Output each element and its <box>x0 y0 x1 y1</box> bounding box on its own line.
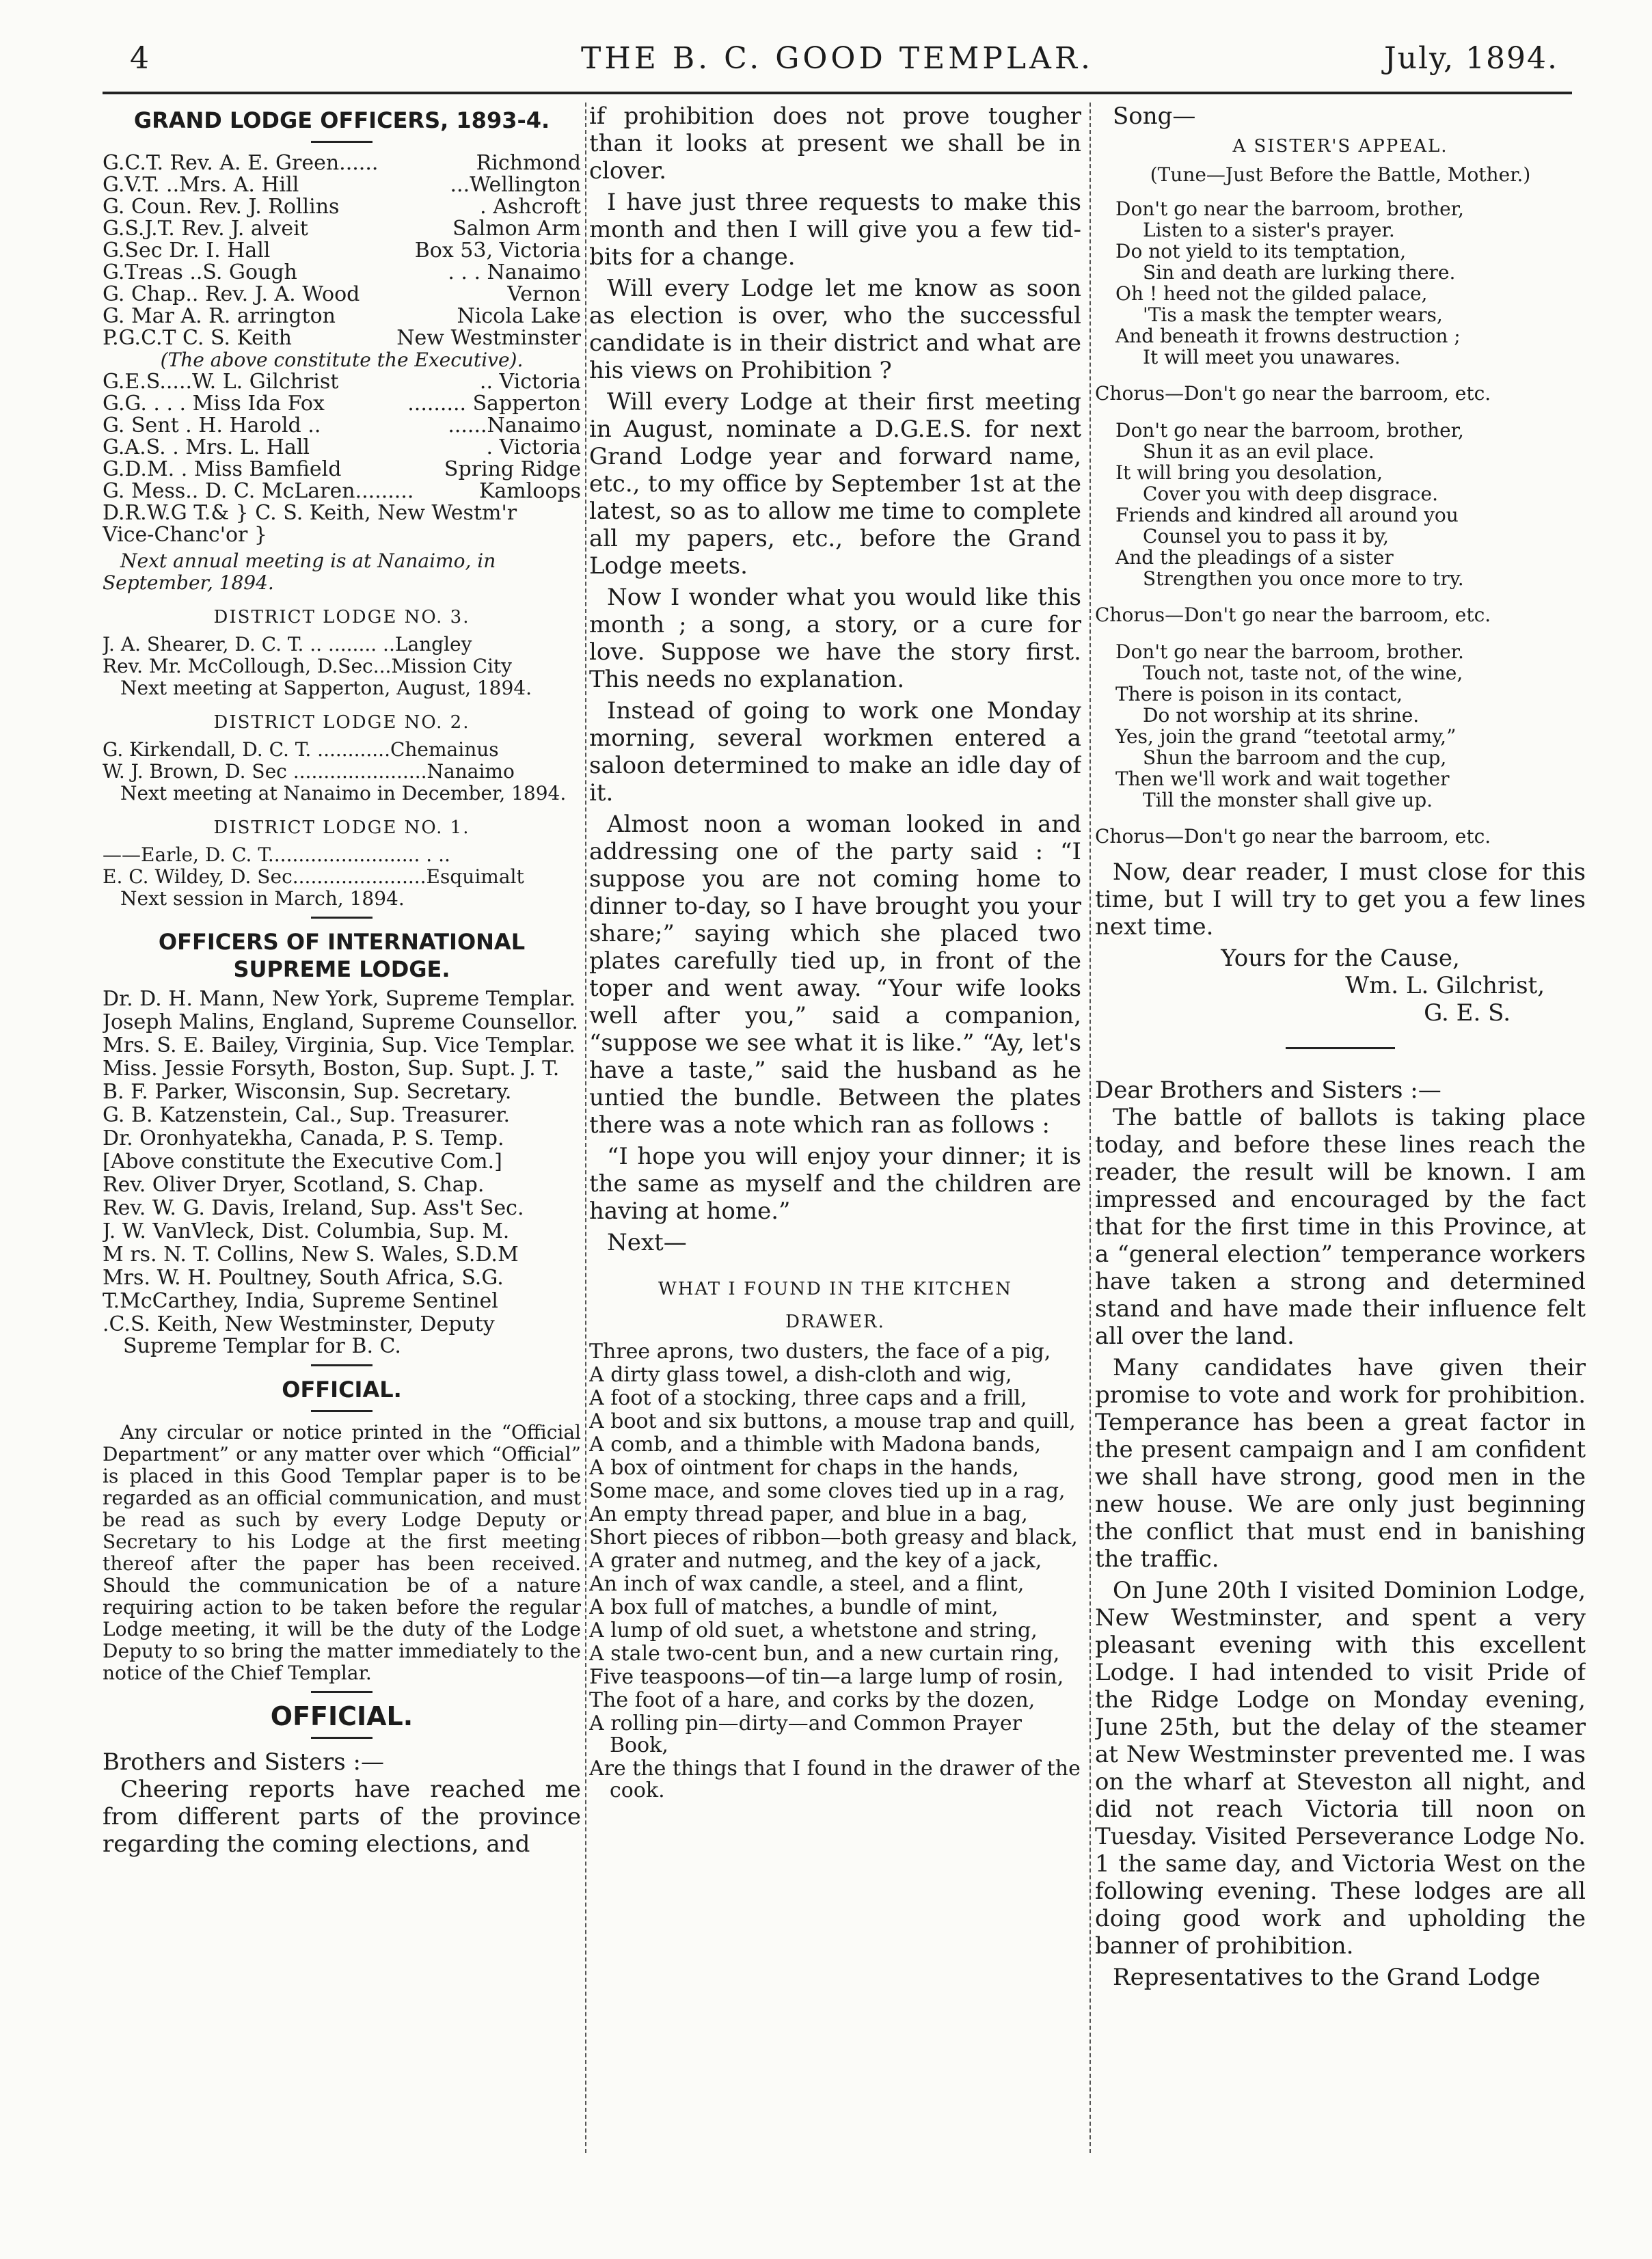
paragraph: Instead of going to work one Monday morning, several workmen entered a saloon determined to make an idle day of it. <box>589 697 1081 807</box>
song-line: Till the monster shall give up. <box>1143 789 1433 811</box>
officer-title-name: D.R.W.G T.& } C. S. Keith, New Westm'r <box>103 501 517 525</box>
officer-location: Vernon <box>507 282 581 306</box>
supreme-officer-line: .C.S. Keith, New Westminster, Deputy Supreme Templar for B. C. <box>103 1312 495 1358</box>
column-divider <box>1089 103 1091 2153</box>
song-line: Touch not, taste not, of the wine, <box>1143 662 1463 684</box>
salutation: Brothers and Sisters :— <box>103 1748 385 1776</box>
divider <box>311 917 373 919</box>
paragraph: On June 20th I visited Dominion Lodge, New Westminster, and spent a very pleasant evening with this excellent Lodge. I had intended to visit Pride of the Ridge Lodge on Monday evening, June 25th, but the delay of the steamer at New Westminster prevented me. I was on the wharf at Steveston all night, and did not reach Victoria till noon on Tuesday. Visited Perseverance Lodge No. 1 the same day, and Victoria West on the following evening. These lodges are all doing good work and upholding the banner of prohibition. <box>1095 1577 1586 1960</box>
song-tune: (Tune—Just Before the Battle, Mother.) <box>1150 163 1531 186</box>
officer-location: New Westminster <box>396 326 581 350</box>
poem-line: A box of ointment for chaps in the hands, <box>589 1456 1019 1480</box>
district-1-line: E. C. Wildey, D. Sec......................Esquimalt <box>103 865 524 888</box>
poem-title: WHAT I FOUND IN THE KITCHEN DRAWER. <box>658 1279 1012 1332</box>
divider <box>311 1364 373 1366</box>
poem-line: A boot and six buttons, a mouse trap and quill, <box>589 1409 1076 1433</box>
supreme-lodge-officers <box>103 988 581 1357</box>
officer-location: ...Wellington <box>450 173 581 197</box>
song-line: There is poison in its contact, <box>1115 683 1403 705</box>
masthead-rule <box>103 92 1572 94</box>
issue-date: July, 1894. <box>1384 41 1558 76</box>
officer-title-name: G. Sent . H. Harold .. <box>103 414 321 437</box>
supreme-officer-line: Dr. Oronhyatekha, Canada, P. S. Temp. <box>103 1126 504 1150</box>
officer-row <box>103 437 581 459</box>
official-notice: Any circular or notice printed in the “Official Department” or any matter over which “Official” is placed in this Good Templar paper is to be regarded as an official communication, and must be read as such by every Lodge Deputy or Secretary to his Lodge at the first meeting thereof after the paper has been received. Should the communication be of a nature requiring action to be taken before the regular Lodge meeting, it will be the duty of the Lodge Deputy to so bring the matter immediately to the notice of the Chief Templar. <box>103 1421 581 1684</box>
valediction: Yours for the Cause, <box>1221 945 1460 972</box>
district-1-heading: DISTRICT LODGE NO. 1. <box>213 817 470 838</box>
paragraph: Will every Lodge let me know as soon as election is over, who the successful candidate is in their district and what are his views on Prohibition ? <box>589 275 1081 384</box>
grand-lodge-officers-2 <box>103 371 581 546</box>
grand-lodge-officers <box>103 152 581 349</box>
paragraph: Will every Lodge at their first meeting in August, nominate a D.G.E.S. for next Grand Lodge year and forward name, etc., to my office by September 1st at the latest, so as to allow me time to complete all my papers, etc., before the Grand Lodge meets. <box>589 388 1081 580</box>
officer-row <box>103 524 581 546</box>
supreme-officer-line: Joseph Malins, England, Supreme Counsellor. <box>103 1010 578 1034</box>
song-verse-1 <box>1095 198 1586 368</box>
annual-meeting-note: Next annual meeting is at Nanaimo, in September, 1894. <box>103 550 496 594</box>
officer-title-name: G.S.J.T. Rev. J. alveit <box>103 217 308 241</box>
district-1-line: ——Earle, D. C. T......................... . .. <box>103 843 450 866</box>
song-line: Don't go near the barroom, brother. <box>1115 640 1464 663</box>
officer-location: Spring Ridge <box>444 457 581 481</box>
officer-row <box>103 415 581 437</box>
officer-title-name: G.C.T. Rev. A. E. Green...... <box>103 151 379 175</box>
officer-title-name: G.D.M. . Miss Bamfield <box>103 457 342 481</box>
officer-location: .. Victoria <box>479 370 581 394</box>
officer-row <box>103 459 581 481</box>
kitchen-poem <box>589 1341 1081 1802</box>
poem-line: Some mace, and some cloves tied up in a rag, <box>589 1479 1066 1503</box>
officer-location: Kamloops <box>478 479 581 503</box>
official-heading: OFFICIAL. <box>282 1377 402 1403</box>
district-2-line: G. Kirkendall, D. C. T. ............Chemainus <box>103 738 499 761</box>
paragraph: Now I wonder what you would like this month ; a song, a story, or a cure for love. Suppose we have the story first. This needs no explanation. <box>589 584 1081 693</box>
song-line: Oh ! heed not the gilded palace, <box>1115 282 1428 305</box>
signer-name: Wm. L. Gilchrist, <box>1345 972 1545 999</box>
officer-title-name: G. Mar A. R. arrington <box>103 304 336 328</box>
district-3-heading: DISTRICT LODGE NO. 3. <box>213 607 470 627</box>
newspaper-title: THE B. C. GOOD TEMPLAR. <box>581 41 1094 76</box>
poem-line: A foot of a stocking, three caps and a frill, <box>589 1386 1027 1410</box>
paragraph: The battle of ballots is taking place today, and before these lines reach the reader, the result will be known. I am impressed and encouraged by the fact that for the first time in this Province, at a “general election” temperance workers have taken a strong and determined stand and have made their influence felt all over the land. <box>1095 1104 1586 1350</box>
next-label: Next— <box>607 1229 687 1256</box>
officer-title-name: G.V.T. ..Mrs. A. Hill <box>103 173 299 197</box>
masthead <box>103 31 1572 79</box>
officer-location: Richmond <box>476 151 581 175</box>
column-3 <box>1095 103 1586 2208</box>
salutation: Dear Brothers and Sisters :— <box>1095 1077 1441 1104</box>
song-line: Cover you with deep disgrace. <box>1143 483 1438 505</box>
officer-row <box>103 481 581 502</box>
closing-paragraph: Now, dear reader, I must close for this time, but I will try to get you a few lines next time. <box>1095 858 1586 941</box>
district-2-line: W. J. Brown, D. Sec ......................Nanaimo <box>103 760 515 783</box>
divider <box>311 1737 373 1739</box>
song-title: A SISTER'S APPEAL. <box>1232 136 1448 157</box>
story-paragraph: Almost noon a woman looked in and addressing one of the party said : “I suppose you are not coming home to dinner to-day, so I have brought you your share;” saying which she placed two plates carefully tied up, in front of the toper and went away. “Your wife looks well after you,” said a companion, “suppose we see what it is like.” “Ay, let's have a taste,” said the husband as he untied the bundle. Between the plates there was a note which ran as follows : <box>589 811 1081 1139</box>
poem-line: A box full of matches, a bundle of mint, <box>589 1595 999 1619</box>
poem-line: Short pieces of ribbon—both greasy and black, <box>589 1526 1078 1550</box>
officer-row <box>103 218 581 240</box>
officer-location: . Ashcroft <box>480 195 581 219</box>
song-line: And the pleadings of a sister <box>1115 546 1394 569</box>
song-line: And beneath it frowns destruction ; <box>1115 325 1461 347</box>
district-3-line: J. A. Shearer, D. C. T. .. ........ ..Langley <box>103 633 472 655</box>
song-line: Then we'll work and wait together <box>1115 768 1450 790</box>
officer-row <box>103 502 581 524</box>
song-label: Song— <box>1113 103 1196 130</box>
district-3-line: Rev. Mr. McCollough, D.Sec...Mission City <box>103 655 512 677</box>
supreme-officer-line: B. F. Parker, Wisconsin, Sup. Secretary. <box>103 1080 512 1104</box>
district-2-next: Next meeting at Nanaimo in December, 1894. <box>120 782 567 804</box>
poem-line: A dirty glass towel, a dish-cloth and wig, <box>589 1363 1012 1387</box>
column-2 <box>589 103 1081 2208</box>
song-line: Don't go near the barroom, brother, <box>1115 198 1464 220</box>
divider <box>311 141 373 143</box>
paragraph: Representatives to the Grand Lodge <box>1113 1964 1541 1991</box>
poem-line: A grater and nutmeg, and the key of a jack, <box>589 1549 1042 1573</box>
column-divider <box>585 103 586 2153</box>
paragraph: if prohibition does not prove tougher than it looks at present we shall be in clover. <box>589 103 1081 185</box>
officer-row <box>103 371 581 393</box>
supreme-officer-line: Miss. Jessie Forsyth, Boston, Sup. Supt. J. T. <box>103 1057 560 1081</box>
officer-location: Box 53, Victoria <box>414 239 581 262</box>
supreme-officer-line: M rs. N. T. Collins, New S. Wales, S.D.M <box>103 1243 519 1267</box>
song-verse-3 <box>1095 641 1586 811</box>
officer-row <box>103 393 581 415</box>
song-line: Counsel you to pass it by, <box>1143 525 1390 547</box>
song-verse-2 <box>1095 420 1586 589</box>
officer-title-name: Vice-Chanc'or } <box>103 523 267 547</box>
note-quote: “I hope you will enjoy your dinner; it is the same as myself and the children are having at home.” <box>589 1143 1081 1225</box>
poem-line: A lump of old suet, a whetstone and string, <box>589 1619 1038 1642</box>
officer-title-name: P.G.C.T C. S. Keith <box>103 326 292 350</box>
officer-location: Salmon Arm <box>452 217 581 241</box>
supreme-officer-line: Mrs. W. H. Poultney, South Africa, S.G. <box>103 1266 504 1290</box>
poem-line: Five teaspoons—of tin—a large lump of rosin, <box>589 1665 1064 1689</box>
district-2-heading: DISTRICT LODGE NO. 2. <box>213 712 470 733</box>
officer-title-name: G.A.S. . Mrs. L. Hall <box>103 435 310 459</box>
officer-title-name: G.Treas ..S. Gough <box>103 260 297 284</box>
song-line: Shun it as an evil place. <box>1143 440 1375 463</box>
song-line: 'Tis a mask the tempter wears, <box>1143 303 1443 326</box>
chorus: Chorus—Don't go near the barroom, etc. <box>1095 382 1491 405</box>
officer-row <box>103 327 581 349</box>
chorus: Chorus—Don't go near the barroom, etc. <box>1095 604 1491 626</box>
song-line: Shun the barroom and the cup, <box>1143 746 1447 769</box>
officer-title-name: G. Mess.. D. C. McLaren......... <box>103 479 414 503</box>
page-number: 4 <box>130 41 150 76</box>
cheering-paragraph: Cheering reports have reached me from different parts of the province regarding the coming elections, and <box>103 1776 581 1858</box>
officer-title-name: G. Chap.. Rev. J. A. Wood <box>103 282 360 306</box>
paragraph: I have just three requests to make this month and then I will give you a few tid-bits for a change. <box>589 189 1081 271</box>
song-line: Listen to a sister's prayer. <box>1143 219 1395 241</box>
supreme-officer-line: Rev. W. G. Davis, Ireland, Sup. Ass't Sec. <box>103 1196 524 1220</box>
supreme-officer-line: Rev. Oliver Dryer, Scotland, S. Chap. <box>103 1173 485 1197</box>
officer-row <box>103 262 581 284</box>
paragraph: Many candidates have given their promise to vote and work for prohibition. Temperance has been a great factor in the present campaign and I am confident we shall have strong, good men in the new house. We are only just beginning the conflict that must end in banishing the traffic. <box>1095 1354 1586 1573</box>
column-1 <box>103 103 581 2208</box>
officer-location: Nicola Lake <box>457 304 581 328</box>
official-heading-2: OFFICIAL. <box>270 1701 414 1731</box>
poem-line: A comb, and a thimble with Madona bands, <box>589 1433 1042 1457</box>
poem-line: A rolling pin—dirty—and Common Prayer Book, <box>589 1712 1022 1757</box>
song-line: Do not yield to its temptation, <box>1115 240 1407 262</box>
district-3-next: Next meeting at Sapperton, August, 1894. <box>120 677 532 699</box>
officer-title-name: G. Coun. Rev. J. Rollins <box>103 195 340 219</box>
signer-title: G. E. S. <box>1424 999 1511 1027</box>
poem-line: The foot of a hare, and corks by the dozen, <box>589 1688 1035 1712</box>
officer-location: . Victoria <box>486 435 581 459</box>
officer-title-name: G.G. . . . Miss Ida Fox <box>103 392 325 416</box>
officer-row <box>103 174 581 196</box>
divider <box>1286 1047 1395 1049</box>
song-line: Strengthen you once more to try. <box>1143 567 1464 590</box>
song-line: Yes, join the grand “teetotal army,” <box>1115 725 1457 748</box>
officer-location: ......Nanaimo <box>448 414 581 437</box>
grand-lodge-heading: GRAND LODGE OFFICERS, 1893-4. <box>133 107 550 133</box>
poem-line: An inch of wax candle, a steel, and a flint, <box>589 1572 1025 1596</box>
district-1-next: Next session in March, 1894. <box>120 887 405 910</box>
officer-row <box>103 196 581 218</box>
supreme-officer-line: Dr. D. H. Mann, New York, Supreme Templar. <box>103 987 576 1011</box>
officer-row <box>103 152 581 174</box>
chorus: Chorus—Don't go near the barroom, etc. <box>1095 825 1491 848</box>
poem-line: A stale two-cent bun, and a new curtain ring, <box>589 1642 1060 1666</box>
poem-line: Are the things that I found in the drawer of the cook. <box>589 1757 1081 1802</box>
song-line: Do not worship at its shrine. <box>1143 704 1420 727</box>
officer-row <box>103 306 581 327</box>
song-line: Sin and death are lurking there. <box>1143 261 1456 284</box>
divider <box>311 1410 373 1412</box>
divider <box>311 1691 373 1693</box>
officer-row <box>103 240 581 262</box>
supreme-officer-line: Mrs. S. E. Bailey, Virginia, Sup. Vice Templar. <box>103 1033 576 1057</box>
executive-note: (The above constitute the Executive). <box>160 349 524 371</box>
supreme-officer-line: J. W. VanVleck, Dist. Columbia, Sup. M. <box>103 1219 510 1243</box>
song-line: Don't go near the barroom, brother, <box>1115 419 1464 442</box>
officer-row <box>103 284 581 306</box>
poem-line: Three aprons, two dusters, the face of a pig, <box>589 1340 1051 1364</box>
supreme-lodge-heading: OFFICERS OF INTERNATIONAL SUPREME LODGE. <box>158 929 526 982</box>
supreme-officer-line: G. B. Katzenstein, Cal., Sup. Treasurer. <box>103 1103 511 1127</box>
poem-line: An empty thread paper, and blue in a bag, <box>589 1502 1028 1526</box>
officer-location: . . . Nanaimo <box>448 260 581 284</box>
supreme-officer-line: [Above constitute the Executive Com.] <box>103 1150 502 1174</box>
officer-title-name: G.E.S.....W. L. Gilchrist <box>103 370 339 394</box>
officer-title-name: G.Sec Dr. I. Hall <box>103 239 271 262</box>
supreme-officer-line: T.McCarthey, India, Supreme Sentinel <box>103 1289 498 1313</box>
song-line: It will meet you unawares. <box>1143 346 1401 368</box>
officer-location: ......... Sapperton <box>407 392 581 416</box>
song-line: Friends and kindred all around you <box>1115 504 1459 526</box>
song-line: It will bring you desolation, <box>1115 461 1383 484</box>
